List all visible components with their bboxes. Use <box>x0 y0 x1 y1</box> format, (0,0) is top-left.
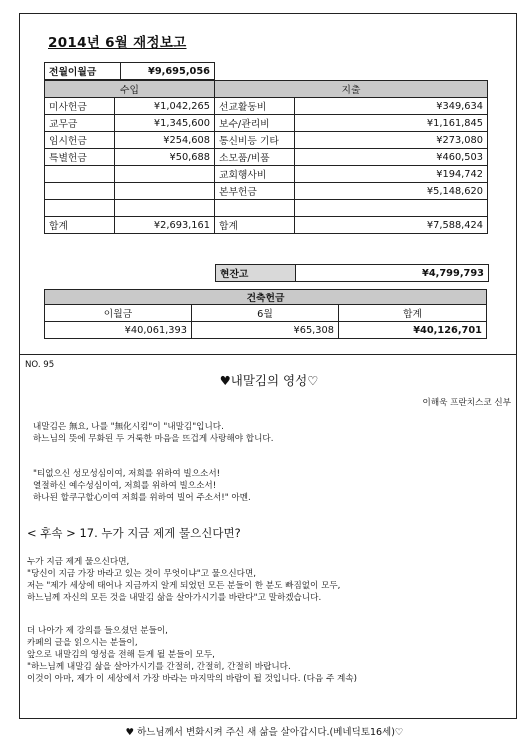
footer-quote: ♥ 하느님께서 변화시켜 주신 새 삶을 살아갑시다.(베네딕토16세)♡ <box>125 727 404 738</box>
expense-total-value: ¥7,588,424 <box>295 217 488 234</box>
text-line: 내말김은 無요, 나를 "無化시킴"이 "내말김"입니다. <box>33 422 224 432</box>
text-line: 하느님의 뜻에 무화된 두 거룩한 마음을 뜨겁게 사랑해야 합니다. <box>33 434 274 444</box>
building-header-total: 합계 <box>339 305 487 322</box>
table-row <box>45 166 488 183</box>
reflection-author: 이해욱 프란치스코 신부 <box>422 398 511 408</box>
table-row <box>45 183 488 200</box>
building-fund-title: 건축헌금 <box>45 290 487 305</box>
cell-ex-label <box>215 200 295 217</box>
text-line: "당신이 지금 가장 바라고 있는 것이 무엇이냐"고 물으신다면, <box>27 569 256 579</box>
paragraph-4 <box>27 625 357 685</box>
income-total-value: ¥2,693,161 <box>115 217 215 234</box>
reflection-title: ♥내말김의 영성♡ <box>219 373 319 388</box>
balance-label: 현잔고 <box>216 265 296 282</box>
text-line: 하나된 할쿠구할心이여 저희를 위하여 빌어 주소서!" 아멘. <box>33 493 251 503</box>
cell-ex-label: 교회행사비 <box>215 166 295 183</box>
cell-in-value: ¥1,345,600 <box>115 115 215 132</box>
balance-value: ¥4,799,793 <box>296 265 489 282</box>
section-heading: < 후속 > 17. 누가 지금 제게 물으신다면? <box>27 526 241 540</box>
cell-in-value: ¥50,688 <box>115 149 215 166</box>
cell-in-label: 미사헌금 <box>45 98 115 115</box>
text-line: 더 나아가 제 강의를 들으셨던 분들이, <box>27 626 168 636</box>
cell-in-label: 임시헌금 <box>45 132 115 149</box>
table-row <box>45 149 488 166</box>
income-header: 수입 <box>45 81 215 98</box>
building-header-carryover: 이월금 <box>45 305 192 322</box>
cell-ex-value <box>295 200 488 217</box>
building-value-total: ¥40,126,701 <box>339 322 487 339</box>
cell-ex-value: ¥5,148,620 <box>295 183 488 200</box>
income-expense-table <box>44 80 488 234</box>
cell-in-value <box>115 183 215 200</box>
cell-ex-value: ¥349,634 <box>295 98 488 115</box>
text-line: 저는 "제가 세상에 태어나 지금까지 알게 되었던 모든 분들이 한 분도 빠짐없이 모두, <box>27 581 341 591</box>
cell-ex-label: 보수/관리비 <box>215 115 295 132</box>
cell-in-label: 교무금 <box>45 115 115 132</box>
building-fund-table <box>44 289 487 339</box>
table-row <box>45 98 488 115</box>
text-line: 열절하신 예수성심이여, 저희를 위하여 빌으소서! <box>33 481 217 491</box>
cell-in-value: ¥254,608 <box>115 132 215 149</box>
cell-ex-label: 통신비등 기타 <box>215 132 295 149</box>
finance-title: 2014년 6월 재정보고 <box>48 35 187 51</box>
prev-balance-label: 전월이월금 <box>45 63 121 80</box>
previous-balance-table <box>44 62 215 80</box>
table-row <box>45 115 488 132</box>
cell-in-label <box>45 200 115 217</box>
text-line: 앞으로 내말김의 영성을 전해 듣게 될 분들이 모두, <box>27 650 215 660</box>
paragraph-2 <box>33 468 251 504</box>
table-row <box>45 200 488 217</box>
cell-ex-label: 소모품/비품 <box>215 149 295 166</box>
cell-in-value <box>115 166 215 183</box>
expense-total-label: 합계 <box>215 217 295 234</box>
cell-ex-value: ¥194,742 <box>295 166 488 183</box>
cell-in-label <box>45 183 115 200</box>
cell-ex-label: 선교활동비 <box>215 98 295 115</box>
reflection-number: NO. 95 <box>25 360 55 370</box>
cell-in-value <box>115 200 215 217</box>
text-line: "티없으신 성모성심이여, 저희를 위하여 빌으소서! <box>33 469 221 479</box>
cell-ex-value: ¥273,080 <box>295 132 488 149</box>
cell-in-label <box>45 166 115 183</box>
building-header-month: 6월 <box>192 305 339 322</box>
text-line: "하느님께 내말김 삶을 살아가시기를 간절히, 간절히, 간절히 바랍니다. <box>27 662 291 672</box>
paragraph-1 <box>33 421 273 445</box>
cell-in-value: ¥1,042,265 <box>115 98 215 115</box>
bulletin-frame <box>19 13 517 719</box>
income-total-label: 합계 <box>45 217 115 234</box>
cell-ex-value: ¥460,503 <box>295 149 488 166</box>
text-line: 카페의 글을 읽으시는 분들이, <box>27 638 138 648</box>
cell-ex-label: 본부헌금 <box>215 183 295 200</box>
text-line: 이것이 아마, 제가 이 세상에서 가장 바라는 마지막의 바람이 될 것입니다. (다음 주 계속) <box>27 674 357 684</box>
text-line: 하느님께 자신의 모든 것을 내말김 삶을 살아가시기를 바란다"고 말하겠습니다. <box>27 593 322 603</box>
expense-header: 지출 <box>215 81 488 98</box>
balance-table <box>215 264 489 282</box>
section-divider <box>20 354 516 355</box>
paragraph-3 <box>27 556 340 604</box>
building-value-month: ¥65,308 <box>192 322 339 339</box>
prev-balance-value: ¥9,695,056 <box>121 63 215 80</box>
cell-in-label: 특별헌금 <box>45 149 115 166</box>
text-line: 누가 지금 제게 물으신다면, <box>27 557 130 567</box>
building-value-carryover: ¥40,061,393 <box>45 322 192 339</box>
table-row <box>45 132 488 149</box>
cell-ex-value: ¥1,161,845 <box>295 115 488 132</box>
